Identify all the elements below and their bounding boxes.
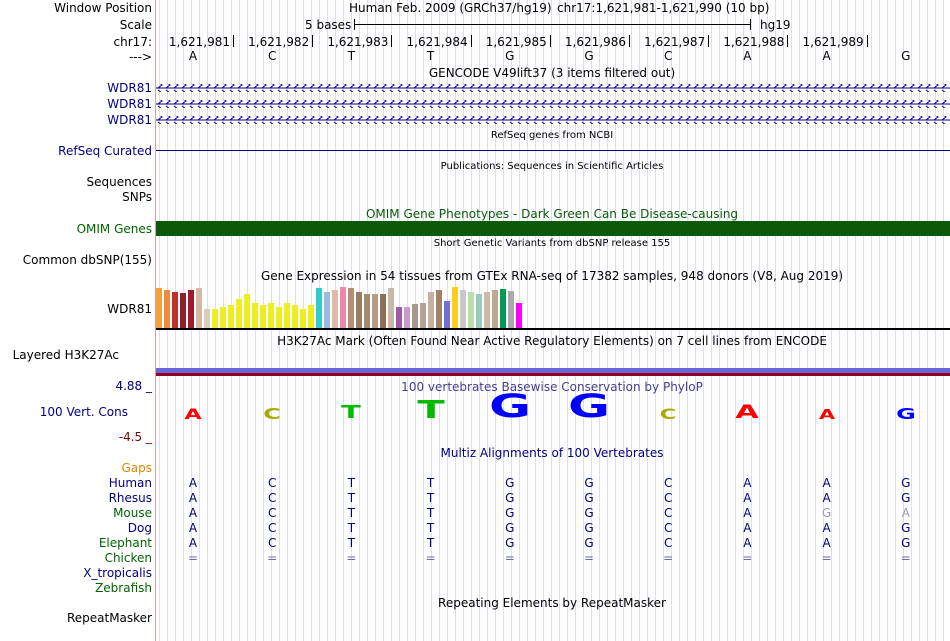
alignment-base: G — [505, 536, 515, 550]
alignment-base: C — [663, 476, 673, 490]
gtex-tissue-bar[interactable] — [212, 309, 218, 328]
alignment-base: C — [267, 491, 277, 505]
gencode-title: GENCODE V49lift37 (3 items filtered out) — [428, 66, 676, 80]
h3k27ac-signal-lower — [156, 373, 950, 376]
gencode-track[interactable] — [156, 81, 950, 127]
gtex-tissue-bar[interactable] — [180, 293, 186, 328]
gtex-label[interactable]: WDR81 — [107, 302, 152, 316]
db-text: hg19 — [760, 18, 791, 32]
ruler-tick — [708, 35, 709, 47]
gtex-tissue-bar[interactable] — [172, 292, 178, 328]
gtex-tissue-bar[interactable] — [188, 290, 194, 328]
alignment-base: T — [426, 476, 435, 490]
alignment-base: A — [743, 506, 752, 520]
alignment-base: C — [267, 476, 277, 490]
alignment-base: A — [188, 536, 198, 550]
track-area[interactable] — [156, 0, 950, 641]
gtex-tissue-bar[interactable] — [268, 303, 274, 328]
ruler-tick-label: 1,621,985 — [485, 35, 547, 49]
base-letter: G — [901, 49, 911, 63]
scale-bar-left-tick — [354, 19, 355, 30]
h3k27ac-title: H3K27Ac Mark (Often Found Near Active Regulatory Elements) on 7 cell lines from ENCODE — [277, 334, 827, 348]
ruler-tick-label: 1,621,989 — [802, 35, 864, 49]
alignment-base: A — [822, 521, 831, 535]
gtex-tissue-bar[interactable] — [164, 290, 170, 328]
gtex-tissue-bar[interactable] — [452, 287, 458, 328]
base-letter: T — [426, 49, 435, 63]
species-label[interactable]: Zebrafish — [95, 581, 152, 595]
alignment-base: T — [347, 536, 356, 550]
dbsnp-title: Short Genetic Variants from dbSNP release 155 — [433, 238, 671, 249]
multiz-title: Multiz Alignments of 100 Vertebrates — [440, 446, 664, 460]
gtex-tissue-bar[interactable] — [364, 294, 370, 328]
alignment-base: G — [584, 476, 594, 490]
alignment-base: G — [901, 491, 911, 505]
gtex-tissue-bar[interactable] — [444, 301, 450, 328]
alignment-base: T — [426, 536, 435, 550]
gencode-item-label[interactable]: WDR81 — [107, 81, 152, 95]
alignment-base: = — [425, 551, 436, 565]
window-position-label: Window Position — [54, 1, 152, 15]
gtex-tissue-bar[interactable] — [348, 288, 354, 328]
scale-bar-right-tick — [750, 19, 751, 30]
gtex-tissue-bar[interactable] — [284, 303, 290, 328]
ruler-tick — [391, 35, 392, 47]
gtex-baseline — [156, 328, 950, 330]
assembly-text: Human Feb. 2009 (GRCh37/hg19) — [349, 1, 552, 15]
position-text: chr17:1,621,981-1,621,990 (10 bp) — [557, 1, 770, 15]
ruler-tick-label: 1,621,982 — [248, 35, 310, 49]
gencode-item-label[interactable]: WDR81 — [107, 97, 152, 111]
cons-title: 100 vertebrates Basewise Conservation by PhyloP — [401, 380, 703, 394]
alignment-base: = — [821, 551, 832, 565]
gtex-title: Gene Expression in 54 tissues from GTEx RNA-seq of 17382 samples, 948 donors (V8, Aug 2019) — [260, 269, 844, 283]
ruler-tick — [787, 35, 788, 47]
alignment-base: A — [188, 491, 198, 505]
gtex-tissue-bar[interactable] — [204, 309, 210, 328]
species-label[interactable]: X_tropicalis — [83, 566, 152, 580]
refseq-title: RefSeq genes from NCBI — [490, 130, 614, 141]
alignment-base: C — [663, 491, 673, 505]
alignment-base: G — [584, 506, 594, 520]
cons-base-logo: G — [567, 387, 611, 425]
alignment-base: A — [743, 536, 752, 550]
base-letter: G — [584, 49, 594, 63]
gtex-tissue-bar[interactable] — [468, 292, 474, 328]
alignment-base: A — [822, 491, 831, 505]
species-label[interactable]: Rhesus — [108, 491, 152, 505]
gtex-tissue-bar[interactable] — [428, 292, 434, 328]
ruler-tick-label: 1,621,983 — [327, 35, 389, 49]
alignment-base: = — [663, 551, 674, 565]
gtex-tissue-bar[interactable] — [220, 307, 226, 328]
gtex-tissue-bar[interactable] — [484, 292, 490, 328]
gtex-tissue-bar[interactable] — [300, 309, 306, 328]
base-letter: C — [663, 49, 673, 63]
species-label[interactable]: Mouse — [113, 506, 152, 520]
gtex-tissue-bar[interactable] — [276, 307, 282, 328]
gtex-tissue-bar[interactable] — [316, 288, 322, 328]
cons-max-label: 4.88 _ — [115, 379, 152, 393]
alignment-base: T — [347, 506, 356, 520]
refseq-feature[interactable] — [156, 150, 950, 151]
repeatmasker-label[interactable]: RepeatMasker — [66, 611, 152, 625]
gtex-tissue-bar[interactable] — [396, 307, 402, 328]
alignment-base: = — [900, 551, 911, 565]
gaps-label: Gaps — [121, 461, 152, 475]
gtex-tissue-bar[interactable] — [404, 307, 410, 328]
ruler-tick-label: 1,621,987 — [644, 35, 706, 49]
ruler-tick-label: 1,621,981 — [168, 35, 230, 49]
alignment-base: C — [663, 521, 673, 535]
species-label[interactable]: Human — [108, 476, 152, 490]
omim-label[interactable]: OMIM Genes — [76, 222, 152, 236]
alignment-base: C — [663, 506, 673, 520]
gtex-tissue-bar[interactable] — [340, 287, 346, 328]
alignment-base: G — [901, 521, 911, 535]
gencode-item-label[interactable]: WDR81 — [107, 113, 152, 127]
alignment-base: T — [347, 521, 356, 535]
publications-snps-label[interactable]: SNPs — [122, 190, 152, 204]
scale-label: Scale — [119, 18, 152, 32]
gtex-tissue-bar[interactable] — [508, 291, 514, 328]
alignment-base: G — [505, 491, 515, 505]
ruler-tick — [867, 35, 868, 47]
gtex-tissue-bar[interactable] — [420, 303, 426, 328]
gtex-tissue-bar[interactable] — [228, 305, 234, 328]
gtex-tissue-bar[interactable] — [372, 294, 378, 328]
alignment-base: A — [188, 506, 198, 520]
cons-min-label: -4.5 _ — [118, 430, 152, 444]
gtex-tissue-bar[interactable] — [516, 303, 522, 328]
gencode-feature-1 — [156, 84, 950, 92]
alignment-base: G — [584, 491, 594, 505]
alignment-base: A — [901, 506, 910, 520]
alignment-base: A — [743, 476, 752, 490]
gtex-tissue-bar[interactable] — [260, 305, 266, 328]
chrom-label: chr17: — [113, 35, 152, 49]
species-label[interactable]: Dog — [127, 521, 152, 535]
alignment-base: G — [584, 521, 594, 535]
ruler-tick-label: 1,621,988 — [723, 35, 785, 49]
cons-base-logo: C — [659, 407, 677, 423]
cons-base-logo: G — [488, 387, 531, 425]
gtex-tissue-bar[interactable] — [244, 294, 250, 328]
strand-label: ---> — [128, 50, 152, 64]
alignment-base: = — [267, 551, 278, 565]
gtex-tissue-bar[interactable] — [332, 290, 338, 328]
alignment-base: = — [504, 551, 515, 565]
track-label-column — [0, 0, 155, 641]
base-letter: A — [822, 49, 831, 63]
alignment-base: T — [347, 476, 356, 490]
alignment-base: A — [822, 536, 831, 550]
gtex-tissue-bar[interactable] — [356, 292, 362, 328]
cons-base-logo: G — [895, 405, 916, 423]
alignment-base: = — [742, 551, 753, 565]
alignment-base: G — [901, 476, 911, 490]
species-label[interactable]: Chicken — [104, 551, 152, 565]
gtex-tissue-bar[interactable] — [436, 290, 442, 328]
cons-base-logo: T — [416, 395, 445, 424]
alignment-base: T — [426, 491, 435, 505]
alignment-base: A — [743, 521, 752, 535]
gtex-tissue-bar[interactable] — [252, 303, 258, 328]
alignment-base: G — [505, 521, 515, 535]
alignment-base: G — [901, 536, 911, 550]
species-label[interactable]: Elephant — [98, 536, 152, 550]
ruler-tick — [312, 35, 313, 47]
alignment-base: C — [267, 521, 277, 535]
base-letter: C — [267, 49, 277, 63]
alignment-base: G — [505, 506, 515, 520]
ruler-tick — [233, 35, 234, 47]
cons-label[interactable]: 100 Vert. Cons — [39, 405, 128, 419]
ruler-tick — [550, 35, 551, 47]
gtex-tissue-bar[interactable] — [236, 299, 242, 328]
gencode-feature-3 — [156, 116, 950, 124]
alignment-base: G — [821, 506, 832, 520]
alignment-base: = — [187, 551, 199, 565]
gtex-tissue-bar[interactable] — [492, 290, 498, 328]
alignment-base: A — [188, 476, 198, 490]
cons-base-logo: A — [735, 401, 760, 423]
scale-bar — [354, 24, 750, 25]
refseq-label[interactable]: RefSeq Curated — [58, 144, 152, 158]
gtex-tissue-bar[interactable] — [324, 292, 330, 328]
alignment-base: A — [743, 491, 752, 505]
alignment-base: A — [188, 521, 198, 535]
gtex-tissue-bar[interactable] — [412, 304, 418, 328]
ruler-tick-label: 1,621,984 — [406, 35, 468, 49]
ruler-tick — [471, 35, 472, 47]
gtex-tissue-bar[interactable] — [388, 288, 394, 328]
gtex-tissue-bar[interactable] — [308, 305, 314, 328]
gtex-tissue-bar[interactable] — [460, 290, 466, 328]
alignment-base: C — [267, 536, 277, 550]
gtex-tissue-bar[interactable] — [380, 294, 386, 328]
alignment-base: = — [346, 551, 357, 565]
alignment-base: T — [347, 491, 356, 505]
cons-base-logo: C — [263, 405, 281, 423]
alignment-base: C — [663, 536, 673, 550]
alignment-base: = — [583, 551, 595, 565]
gtex-tissue-bar[interactable] — [196, 288, 202, 328]
publications-title: Publications: Sequences in Scientific Articles — [440, 161, 664, 172]
base-letter: T — [347, 49, 356, 63]
gencode-feature-2 — [156, 100, 950, 108]
base-letter: G — [505, 49, 515, 63]
gtex-tissue-bar[interactable] — [500, 289, 506, 328]
gtex-tissue-bar[interactable] — [292, 305, 298, 328]
alignment-base: A — [822, 476, 831, 490]
base-letter: A — [188, 49, 198, 63]
omim-feature[interactable] — [156, 221, 950, 236]
ruler-tick — [629, 35, 630, 47]
gtex-bar-chart[interactable] — [156, 286, 950, 328]
scale-text: 5 bases — [305, 18, 352, 32]
alignment-base: T — [426, 521, 435, 535]
dbsnp-label[interactable]: Common dbSNP(155) — [22, 253, 152, 267]
cons-base-logo: A — [818, 408, 835, 423]
base-letter: A — [743, 49, 752, 63]
ruler-tick-label: 1,621,986 — [564, 35, 626, 49]
omim-title: OMIM Gene Phenotypes - Dark Green Can Be Disease-causing — [365, 207, 739, 221]
cons-base-logo: A — [184, 407, 202, 423]
alignment-base: T — [426, 506, 435, 520]
repeatmasker-title: Repeating Elements by RepeatMasker — [438, 596, 666, 610]
gtex-tissue-bar[interactable] — [156, 288, 162, 328]
gencode-features — [156, 81, 950, 127]
h3k27ac-label[interactable]: Layered H3K27Ac — [12, 348, 119, 362]
gtex-tissue-bar[interactable] — [476, 294, 482, 328]
alignment-base: G — [584, 536, 594, 550]
cons-base-logo: T — [341, 402, 362, 423]
alignment-base: C — [267, 506, 277, 520]
publications-sequences-label[interactable]: Sequences — [86, 175, 152, 189]
alignment-base: G — [505, 476, 515, 490]
